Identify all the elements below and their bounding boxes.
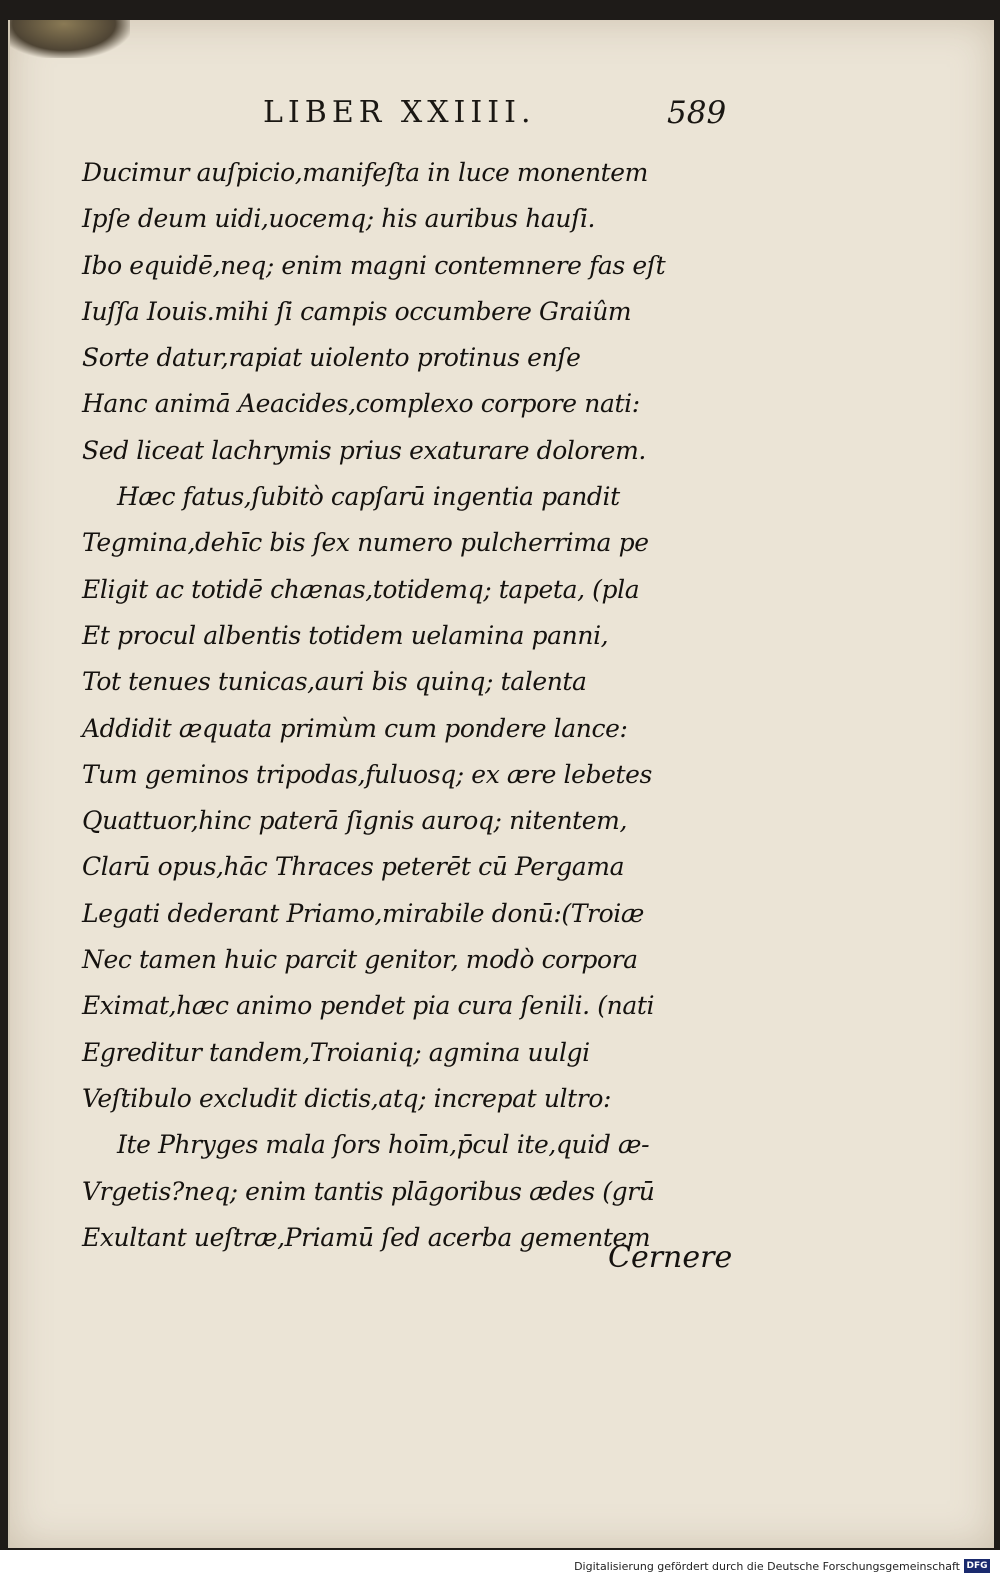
- verse-line: Ducimur auſpicio,manifeſta in luce monentem: [82, 158, 648, 187]
- verse-block: [82, 150, 742, 1261]
- dfg-logo: DFG: [964, 1559, 990, 1573]
- page-corner-stain: [10, 20, 130, 58]
- verse-line: Clarū opus,hāc Thraces peterēt cū Pergama: [82, 852, 625, 882]
- verse-line: Addidit æquata primùm cum pondere lance:: [82, 713, 628, 743]
- verse-line: Et procul albentis totidem uelamina panni,: [82, 620, 609, 650]
- verse-line: Eligit ac totidē chænas,totidemq; tapeta, (pla: [82, 574, 640, 604]
- verse-line: Ite Phryges mala ſors hoīm,p̄cul ite,quid æ-: [117, 1130, 650, 1160]
- verse-line: Vrgetis?neq; enim tantis plāgoribus ædes (grū: [82, 1176, 655, 1206]
- verse-line: Tum geminos tripodas,fuluosq; ex ære lebetes: [82, 759, 652, 789]
- verse-line: Hanc animā Aeacides,complexo corpore nati:: [82, 389, 640, 419]
- verse-line: Veſtibulo excludit dictis,atq; increpat ultro:: [82, 1083, 611, 1113]
- verse-line: Hæc fatus,ſubitò capſarū ingentia pandit: [117, 482, 620, 512]
- catchword: Cernere: [608, 1240, 733, 1275]
- verse-line: Quattuor,hinc paterā ſignis auroq; nitentem,: [82, 806, 628, 836]
- verse-line: Tot tenues tunicas,auri bis quinq; talenta: [82, 667, 587, 697]
- verse-line: Egreditur tandem,Troianiq; agmina uulgi: [82, 1037, 590, 1067]
- running-title: LIBER XXIIII.: [263, 95, 536, 130]
- verse-line: Nec tamen huic parcit genitor, modò corpora: [82, 945, 638, 975]
- verse-line: Sorte datur,rapiat uiolento protinus enſe: [82, 343, 581, 373]
- verse-line: Eximat,hæc animo pendet pia cura ſenili. (nati: [82, 991, 655, 1021]
- verse-line: Sed liceat lachrymis prius exaturare dolorem.: [82, 435, 646, 465]
- page-header: [0, 95, 1000, 135]
- verse-line: Ibo equidē,neq; enim magni contemnere fas eſt: [82, 250, 666, 280]
- page-number: 589: [667, 95, 727, 131]
- verse-line: Legati dederant Priamo,mirabile donū:(Troiæ: [82, 898, 644, 928]
- verse-line: Exultant ueſtræ,Priamū ſed acerba gementem: [82, 1222, 651, 1252]
- funding-credit: Digitalisierung gefördert durch die Deutsche Forschungsgemeinschaft: [574, 1560, 960, 1573]
- verse-line: Iuſſa Iouis.mihi ſi campis occumbere Graiûm: [82, 296, 632, 326]
- verse-line: Tegmina,dehīc bis ſex numero pulcherrima pe: [82, 528, 649, 558]
- verse-line: Ipſe deum uidi,uocemq; his auribus hauſi.: [82, 204, 596, 234]
